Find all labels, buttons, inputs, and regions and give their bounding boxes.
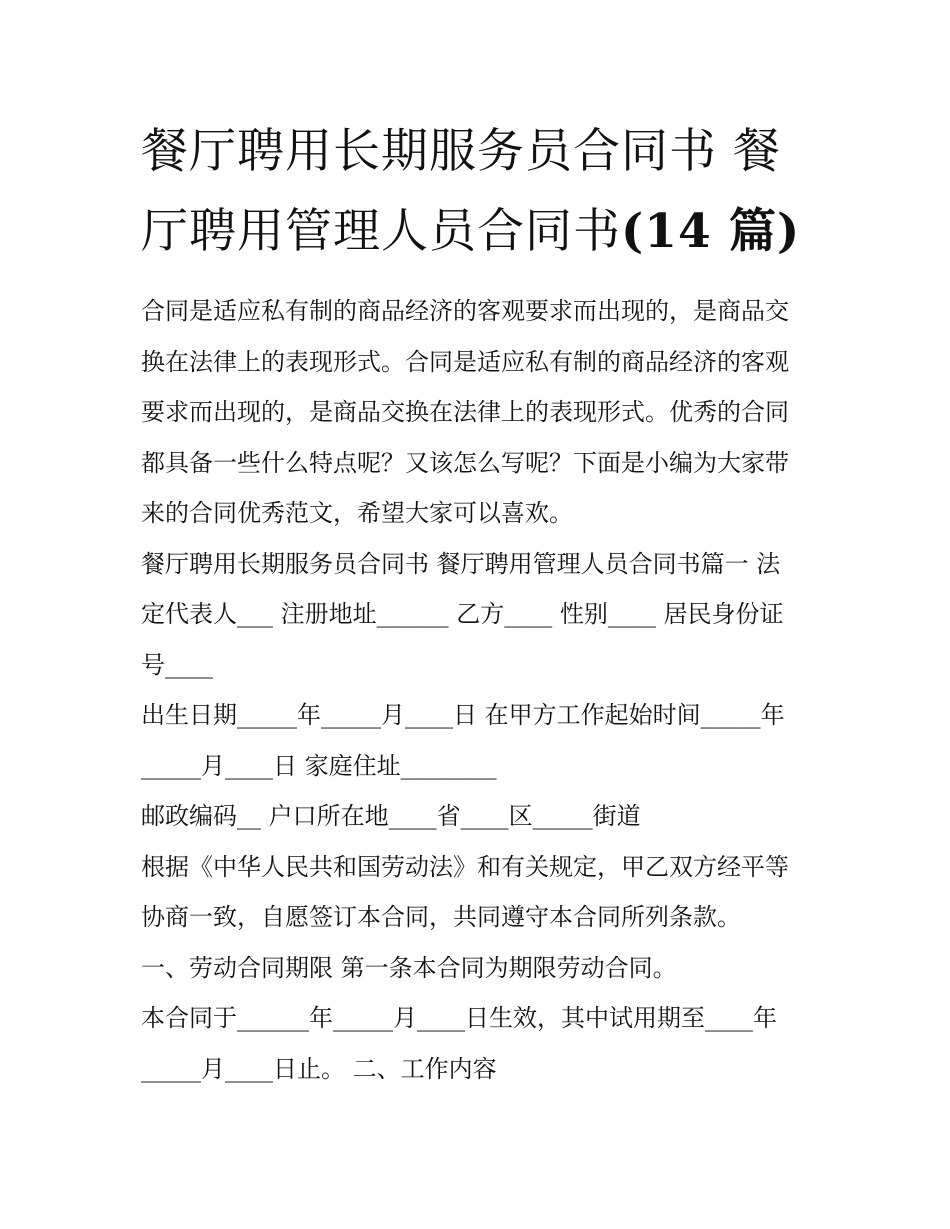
intro-paragraph [141, 286, 831, 539]
document-body [141, 286, 831, 1094]
text-line: _____月____日 家庭住址________ [141, 751, 497, 780]
text-line: _____月____日止。 二、工作内容 [141, 1054, 497, 1083]
text-line: 换在法律上的表现形式。合同是适应私有制的商品经济的客观 [141, 347, 789, 376]
contract-term-paragraph [141, 943, 831, 994]
text-line: 邮政编码__ 户口所在地____省____区_____街道 [141, 802, 641, 830]
birth-date-paragraph [141, 690, 831, 791]
text-line: 根据《中华人民共和国劳动法》和有关规定，甲乙双方经平等 [141, 852, 789, 881]
text-line: 协商一致，自愿签订本合同，共同遵守本合同所列条款。 [141, 903, 741, 931]
text-line: 餐厅聘用长期服务员合同书 餐厅聘用管理人员合同书篇一 法 [141, 549, 781, 578]
title-line-1: 餐厅聘用长期服务员合同书 餐 [141, 124, 781, 179]
document-content [141, 112, 831, 1094]
text-line: 一、劳动合同期限 第一条本合同为期限劳动合同。 [141, 953, 677, 982]
legal-basis-paragraph [141, 842, 831, 943]
text-line: 都具备一些什么特点呢？又该怎么写呢？下面是小编为大家带 [141, 448, 789, 477]
document-title [141, 112, 831, 272]
text-line: 本合同于______年_____月____日生效，其中试用期至____年 [141, 1004, 777, 1032]
text-line: 合同是适应私有制的商品经济的客观要求而出现的，是商品交 [141, 297, 789, 325]
postal-code-paragraph [141, 791, 831, 842]
title-text-part: 厅聘用管理人员合同书 [141, 204, 621, 259]
text-line: 出生日期_____年_____月____日 在甲方工作起始时间_____年 [141, 701, 785, 729]
text-line: 号____ [141, 650, 213, 679]
title-count: (14 篇) [621, 204, 801, 259]
text-line: 定代表人___ 注册地址______ 乙方____ 性别____ 居民身份证 [141, 600, 784, 628]
section-heading-paragraph [141, 539, 831, 691]
text-line: 来的合同优秀范文，希望大家可以喜欢。 [141, 499, 573, 527]
text-line: 要求而出现的，是商品交换在法律上的表现形式。优秀的合同 [141, 398, 789, 426]
title-line-2 [141, 192, 831, 272]
effective-date-paragraph [141, 993, 831, 1094]
